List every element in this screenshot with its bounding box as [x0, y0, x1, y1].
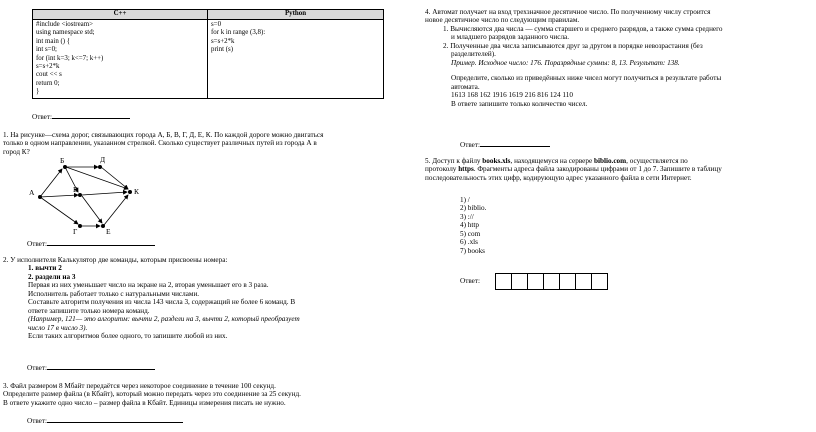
- cpp-header: C++: [33, 10, 208, 20]
- q2-text: 2. У исполнителя Калькулятор две команды, которым присвоены номера: 1. вычти 2 2. раздели на 3 Первая из них уменьшает число на экране на 2, вторая уменьшает его в 3 раза. Исполнитель работает только с натуральными числами. Составьте алгоритм получения из числа 143 числа 3, содержащий не более 6 команд. В ответе запишите только номера команд. (Например, 121— это алгоритм: вычти 2, раздели на 3, вычти 2, который преобразует число 17 в число 3). Если таких алгоритмов более одного, то запишите любой из них.: [3, 256, 300, 341]
- answer-cell[interactable]: [591, 273, 608, 290]
- answer-cell[interactable]: [575, 273, 592, 290]
- label-b: Б: [60, 156, 65, 165]
- q5-options: [460, 196, 486, 255]
- answer-line-4[interactable]: Ответ:: [460, 139, 550, 149]
- answer-line-3[interactable]: Ответ:: [27, 415, 183, 425]
- option-item: 3) ://: [460, 212, 474, 221]
- node-d: [98, 165, 102, 169]
- answer-cell[interactable]: [495, 273, 512, 290]
- answer-label-5: Ответ:: [460, 277, 481, 285]
- answer-line-2[interactable]: Ответ:: [27, 362, 155, 372]
- python-header: Python: [208, 10, 384, 20]
- node-g: [78, 224, 82, 228]
- answer-cell[interactable]: [527, 273, 544, 290]
- label-g: Г: [73, 227, 78, 235]
- q3-text: 3. Файл размером 8 Мбайт передаётся через некоторое соединение в течение 100 секунд. Определите размер файла (в Кбайт), который можно передать через это соединение за 25 секунд. В ответе укажите одно число – размер файла в Кбайт. Единицы измерения писать не нужно.: [3, 382, 301, 407]
- label-e: Е: [106, 227, 111, 235]
- label-k: К: [134, 187, 140, 196]
- q1-text: 1. На рисунке—схема дорог, связывающих города А, Б, В, Г, Д, Е, К. По каждой дороге можно двигаться только в одном направлении, указанном стрелкой. Сколько существует различных путей из города А в город К?: [3, 131, 324, 156]
- option-item: 2) biblio.: [460, 204, 487, 213]
- option-item: 1) /: [460, 196, 470, 204]
- label-a: А: [29, 188, 35, 197]
- q4-text: 4. Автомат получает на вход трехзначное десятичное число. По полученному числу строится новое десятичное число по следующим правилам. 1. Вычисляются два числа — сумма старшего и среднего разрядов, а также сумма среднего и младшего разрядов заданного числа. 2. Полученные два числа записываются друг за другом в порядке невозрастания (без разделителей). Пример. Исходное число: 176. Поразрядные суммы: 8, 13. Результат: 138. Определите, сколько из приведённых ниже чисел могут получиться в результате работы автомата. 1613 168 162 1916 1619 216 816 124 110 В ответе запишите только количество чисел.: [425, 8, 723, 108]
- node-k: [128, 190, 132, 194]
- label-d: Д: [100, 155, 106, 164]
- option-item: 5) com: [460, 229, 481, 238]
- code-table: [32, 9, 384, 99]
- node-e: [101, 224, 105, 228]
- node-v: [78, 193, 82, 197]
- cpp-code: #include <iostream> using namespace std; int main () { int s=0; for (int k=3; k<=7; k++) s=s+2*k cout << s return 0; }: [33, 20, 208, 99]
- answer-line-0[interactable]: Ответ:: [32, 111, 130, 121]
- option-item: 6) .xls: [460, 238, 478, 247]
- label-v: В: [73, 185, 79, 194]
- option-item: 4) http: [460, 221, 479, 230]
- answer-line-1[interactable]: Ответ:: [27, 238, 155, 248]
- node-b: [63, 165, 67, 169]
- option-item: 7) books: [460, 246, 485, 255]
- answer-cells[interactable]: [496, 273, 608, 290]
- road-graph: [20, 155, 155, 235]
- python-code: s=0 for k in range (3,8): s=s+2*k print (s): [208, 20, 384, 99]
- answer-cell[interactable]: [559, 273, 576, 290]
- right-column: [408, 0, 816, 432]
- answer-cell[interactable]: [511, 273, 528, 290]
- node-a: [38, 195, 42, 199]
- answer-cell[interactable]: [543, 273, 560, 290]
- q5-text: 5. Доступ к файлу books.xls, находящемуся на сервере biblio.com, осуществляется по протоколу https. Фрагменты адреса файла закодированы цифрами от 1 до 7. Запишите в таблицу последовательность этих цифр, кодирующую адрес указанного файла в сети Интернет.: [425, 157, 722, 182]
